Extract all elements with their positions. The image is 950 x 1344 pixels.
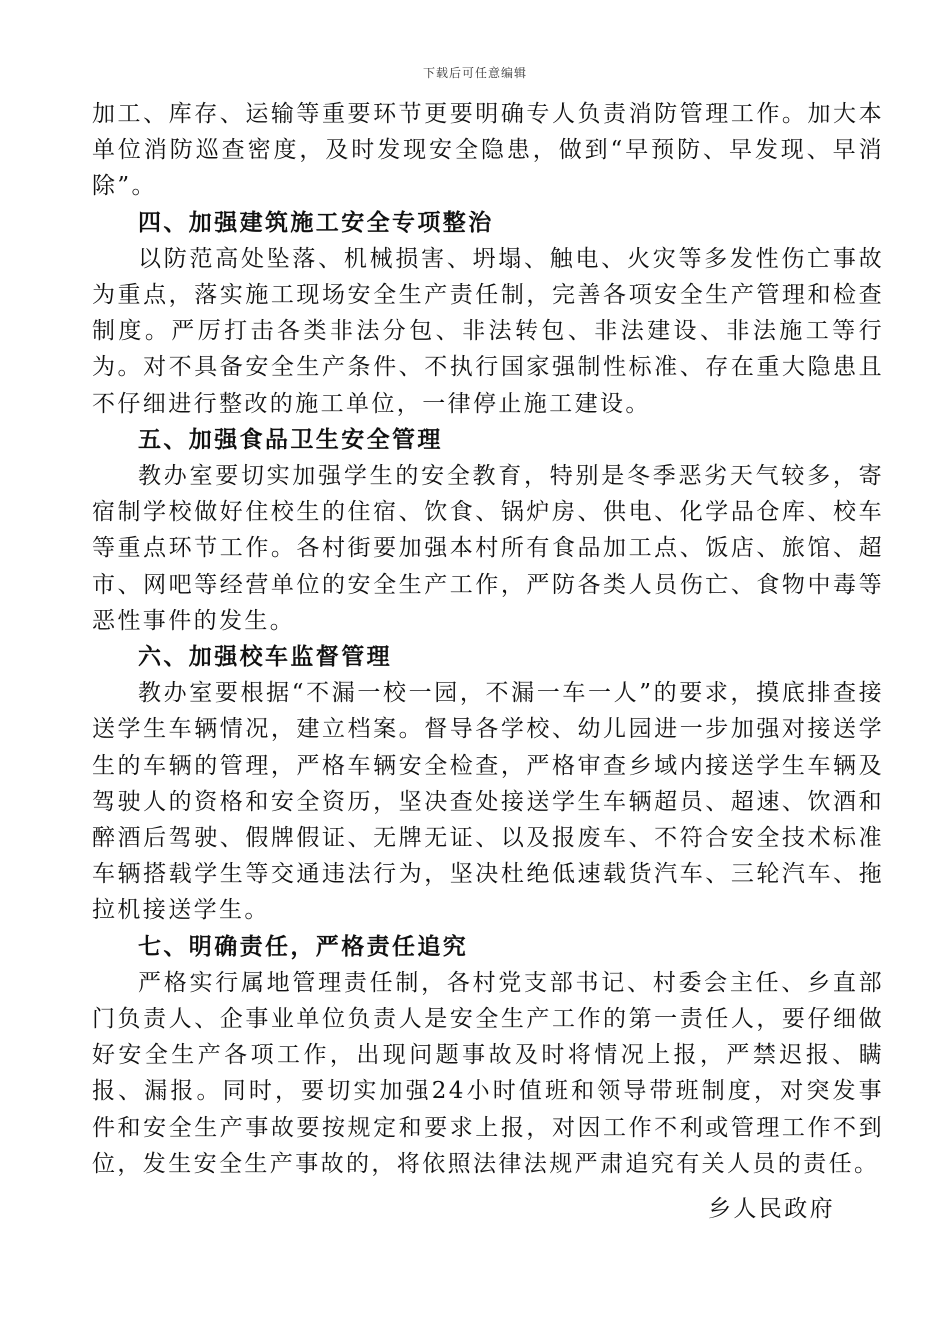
section-heading-7: 七、明确责任，严格责任追究 [138,933,469,960]
intro-paragraph: 加工、库存、运输等重要环节更要明确专人负责消防管理工作。加大本单位消防巡查密度，及时发现安全隐患，做到“早预防、早发现、早消除”。 [92,101,884,200]
page-header-note: 下载后可任意编辑 [422,66,527,80]
section-body-4: 以防范高处坠落、机械损害、坍塌、触电、火灾等多发性伤亡事故为重点，落实施工现场安全生产责任制，完善各项安全生产管理和检查制度。严厉打击各类非法分包、非法转包、非法建设、非法施工等行为。对不具备安全生产条件、不执行国家强制性标准、存在重大隐患且不仔细进行整改的施工单位，一律停止施工建设。 [92,245,884,417]
section-body-7: 严格实行属地管理责任制，各村党支部书记、村委会主任、乡直部门负责人、企事业单位负责人是安全生产工作的第一责任人，要仔细做好安全生产各项工作，出现问题事故及时将情况上报，严禁迟报、瞒报、漏报。同时，要切实加强24小时值班和领导带班制度，对突发事件和安全生产事故要按规定和要求上报，对因工作不利或管理工作不到位，发生安全生产事故的，将依照法律法规严肃追究有关人员的责任。 [92,969,884,1177]
section-heading-5: 五、加强食品卫生安全管理 [138,426,443,453]
signature: 乡人民政府 [708,1196,835,1222]
section-body-6: 教办室要根据“不漏一校一园，不漏一车一人”的要求，摸底排查接送学生车辆情况，建立档案。督导各学校、幼儿园进一步加强对接送学生的车辆的管理，严格车辆安全检查，严格审查乡域内接送学生车辆及驾驶人的资格和安全资历，坚决查处接送学生车辆超员、超速、饮酒和醉酒后驾驶、假牌假证、无牌无证、以及报废车、不符合安全技术标准车辆搭载学生等交通违法行为，坚决杜绝低速载货汽车、三轮汽车、拖拉机接送学生。 [92,680,884,924]
section-heading-6: 六、加强校车监督管理 [138,644,392,671]
section-heading-4: 四、加强建筑施工安全专项整治 [138,209,494,236]
document-body [92,96,884,1182]
section-body-5: 教办室要切实加强学生的安全教育，特别是冬季恶劣天气较多，寄宿制学校做好住校生的住宿、饮食、锅炉房、供电、化学品仓库、校车等重点环节工作。各村街要加强本村所有食品加工点、饭店、旅馆、超市、网吧等经营单位的安全生产工作，严防各类人员伤亡、食物中毒等恶性事件的发生。 [92,463,884,634]
